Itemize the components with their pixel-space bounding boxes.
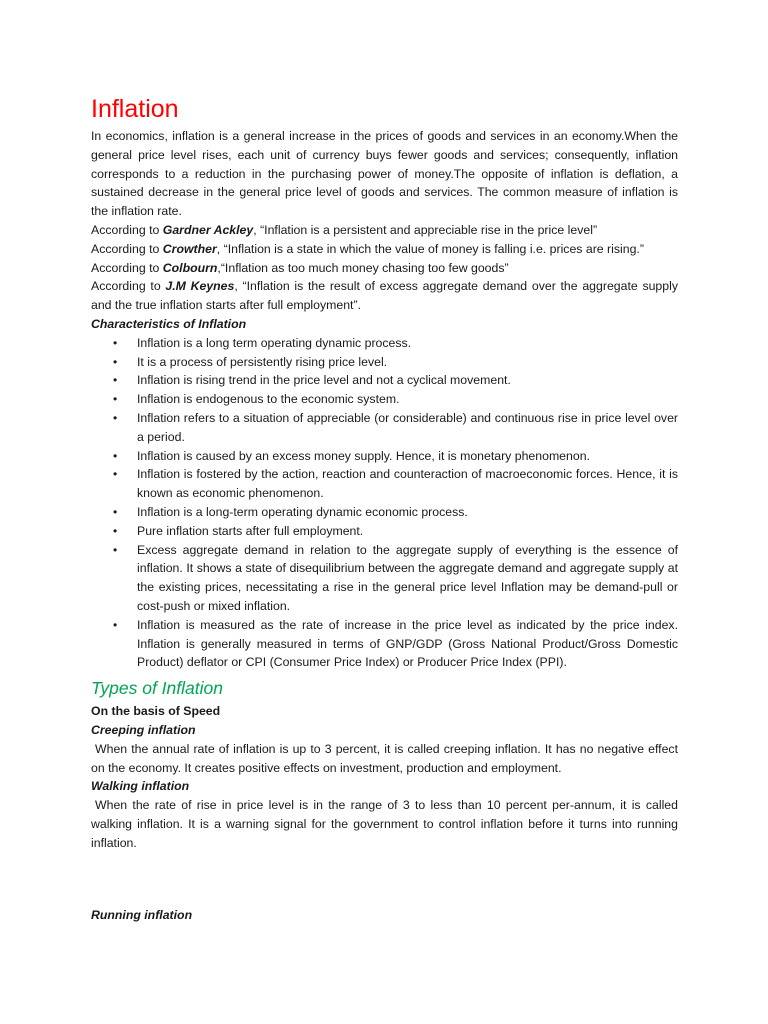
- bullet-icon: •: [113, 448, 118, 463]
- list-item-text: Excess aggregate demand in relation to the aggregate supply of everything is the essence of inflation. It shows a state of disequilibrium between the aggregate demand and aggregate supply at the existing prices, necessitating a rise in the general price level Inflation may be demand-pull or cost-push or mixed inflation.: [137, 542, 678, 613]
- bullet-icon: •: [113, 504, 118, 519]
- types-of-inflation-heading: Types of Inflation: [91, 678, 223, 699]
- list-item: [113, 616, 678, 672]
- definition-prefix: According to: [91, 260, 163, 275]
- walking-paragraph: When the rate of rise in price level is in the range of 3 to less than 10 percent per-annum, it is called walking inflation. It is a warning signal for the government to control inflation before it turns into running inflation.: [91, 798, 678, 850]
- characteristics-list: [113, 334, 678, 672]
- list-item: [113, 334, 678, 353]
- definition-crowther: [91, 240, 678, 259]
- definition-prefix: According to: [91, 241, 163, 256]
- list-item-text: It is a process of persistently rising price level.: [137, 354, 388, 369]
- definition-prefix: According to: [91, 222, 163, 237]
- definition-colbourn: [91, 259, 678, 278]
- definition-ackley: [91, 221, 678, 240]
- author-name: Colbourn: [162, 260, 218, 275]
- list-item: [113, 447, 678, 466]
- list-item: [113, 371, 678, 390]
- bullet-icon: •: [113, 392, 118, 407]
- author-name: J.M Keynes: [165, 279, 235, 294]
- list-item-text: Inflation is a long term operating dynamic process.: [137, 335, 412, 350]
- bullet-icon: •: [113, 373, 118, 388]
- bullet-icon: •: [113, 410, 118, 425]
- list-item: [113, 503, 678, 522]
- bullet-icon: •: [113, 335, 118, 350]
- list-item: [113, 390, 678, 409]
- running-heading: Running inflation: [91, 908, 193, 923]
- walking-heading: Walking inflation: [91, 779, 190, 794]
- list-item: [113, 465, 678, 503]
- definition-text: , “Inflation is a persistent and appreciable rise in the price level”: [253, 222, 598, 237]
- definitions: [91, 221, 678, 315]
- author-name: Gardner Ackley: [162, 222, 254, 237]
- bullet-icon: •: [113, 354, 118, 369]
- intro-paragraph: In economics, inflation is a general increase in the prices of goods and services in an economy.When the general price level rises, each unit of currency buys fewer goods and services; consequently, inflation corresponds to a reduction in the purchasing power of money.The opposite of inflation is deflation, a sustained decrease in the general price level of goods and services. The common measure of inflation is the inflation rate.: [91, 129, 678, 219]
- list-item: [113, 522, 678, 541]
- definition-prefix: According to: [91, 279, 166, 294]
- list-item-text: Inflation is measured as the rate of increase in the price level as indicated by the price index. Inflation is generally measured in terms of GNP/GDP (Gross National Product/Gross Domestic Product) deflator or CPI (Consumer Price Index) or Producer Price Index (PPI).: [137, 617, 678, 670]
- basis-speed-heading: On the basis of Speed: [91, 704, 221, 719]
- list-item: [113, 541, 678, 616]
- page-title: Inflation: [91, 95, 179, 123]
- bullet-icon: •: [113, 467, 118, 482]
- creeping-heading: Creeping inflation: [91, 722, 196, 737]
- spacer: [91, 852, 678, 906]
- bullet-icon: •: [113, 523, 118, 538]
- list-item-text: Inflation is caused by an excess money supply. Hence, it is monetary phenomenon.: [137, 448, 590, 463]
- list-item-text: Inflation is endogenous to the economic system.: [137, 392, 400, 407]
- definition-keynes: [91, 277, 678, 315]
- bullet-icon: •: [113, 617, 118, 632]
- creeping-paragraph: When the annual rate of inflation is up to 3 percent, it is called creeping inflation. It has no negative effect on the economy. It creates positive effects on investment, production and employment.: [91, 741, 678, 775]
- list-item-text: Inflation is a long-term operating dynamic economic process.: [137, 504, 468, 519]
- list-item: [113, 409, 678, 447]
- list-item-text: Inflation refers to a situation of appreciable (or considerable) and continuous rise in price level over a period.: [137, 410, 678, 444]
- bullet-icon: •: [113, 542, 118, 557]
- list-item-text: Inflation is fostered by the action, reaction and counteraction of macroeconomic forces. Hence, it is known as economic phenomenon.: [137, 467, 678, 501]
- list-item-text: Inflation is rising trend in the price level and not a cyclical movement.: [137, 373, 511, 388]
- definition-text: ,“Inflation as too much money chasing too few goods”: [217, 260, 509, 275]
- author-name: Crowther: [162, 241, 217, 256]
- characteristics-heading: Characteristics of Inflation: [91, 316, 247, 331]
- definition-text: , “Inflation is a state in which the value of money is falling i.e. prices are rising.”: [216, 241, 644, 256]
- list-item-text: Pure inflation starts after full employment.: [137, 523, 364, 538]
- list-item: [113, 353, 678, 372]
- definition-text: , “Inflation is the result of excess aggregate demand over the aggregate supply and the true inflation starts after full employment”.: [91, 279, 678, 313]
